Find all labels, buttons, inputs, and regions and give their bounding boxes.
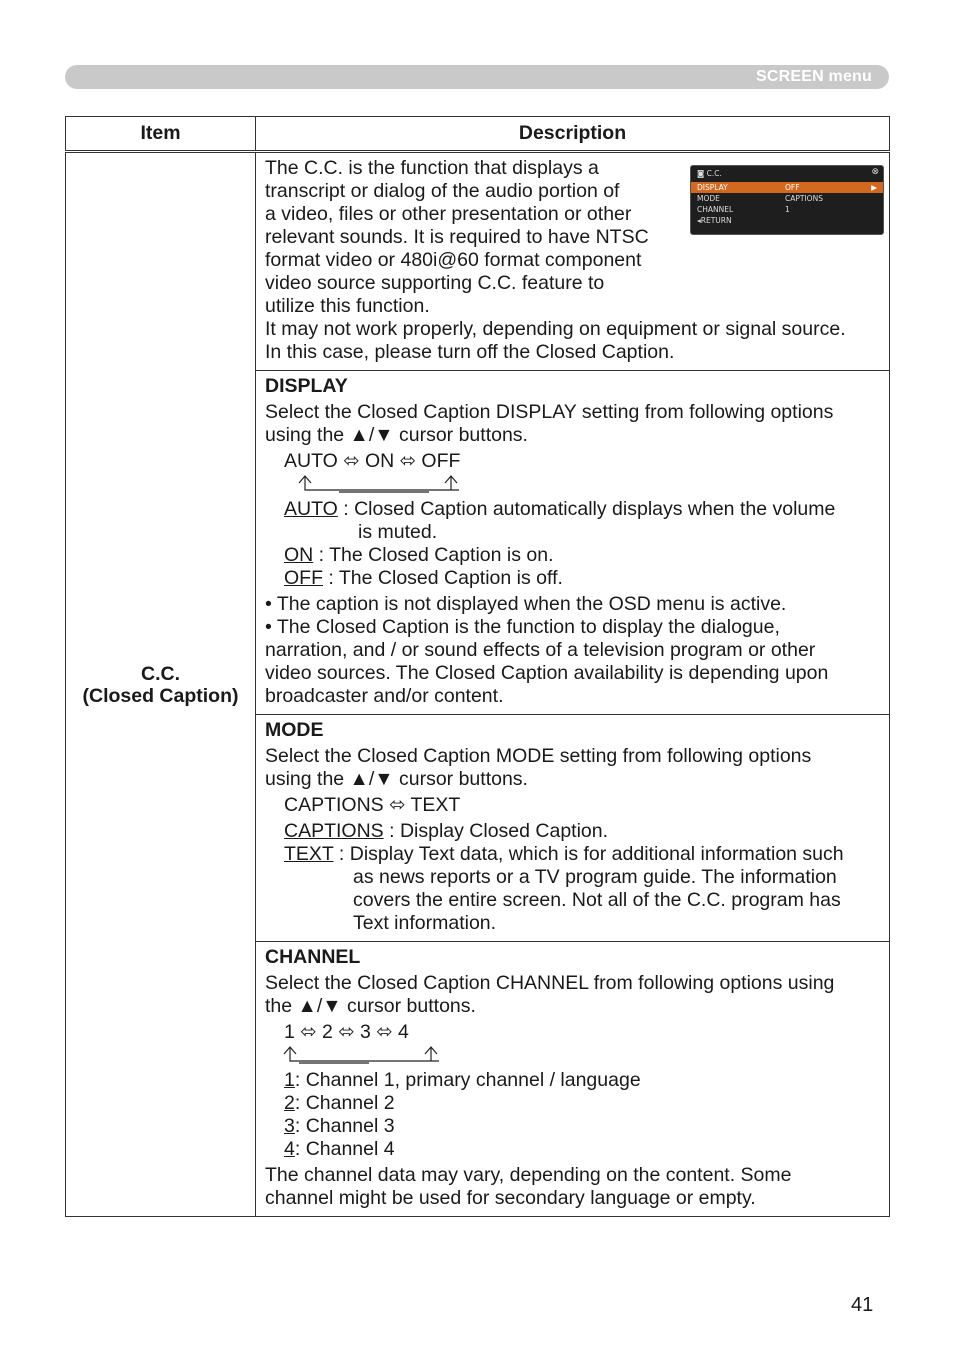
header-bar [65, 65, 889, 89]
option-term: AUTO [284, 498, 338, 520]
option-text-cont: as news reports or a TV program guide. The information [353, 866, 837, 888]
intro-line: format video or 480i@60 format component [265, 249, 642, 271]
option-text: TEXT : Display Text data, which is for additional information such [284, 843, 844, 865]
channel-footer: The channel data may vary, depending on the content. Some [265, 1164, 792, 1186]
channel-option: 1: Channel 1, primary channel / language [284, 1069, 641, 1091]
osd-close-icon: ⊗ [871, 167, 879, 177]
osd-row-mode: MODE CAPTIONS [697, 194, 823, 203]
table-header-row [66, 117, 890, 152]
mode-cell [256, 715, 890, 942]
section-label: SCREEN menu [756, 68, 872, 85]
intro-line: video source supporting C.C. feature to [265, 272, 605, 294]
description-table [65, 116, 890, 1217]
intro-line: The C.C. is the function that displays a [265, 157, 599, 179]
option-term: CAPTIONS [284, 820, 384, 842]
option-term: 2 [284, 1092, 295, 1114]
osd-menu-image [690, 165, 884, 235]
option-term: 3 [284, 1115, 295, 1137]
osd-title: ◙ C.C. [697, 169, 722, 178]
display-note: narration, and / or sound effects of a television program or other [265, 639, 816, 661]
display-title: DISPLAY [265, 375, 348, 397]
option-term: ON [284, 544, 314, 566]
cycle-loop-arrow-icon [279, 1044, 449, 1066]
option-term: 4 [284, 1138, 295, 1160]
osd-return-icon: ◂ [697, 216, 701, 225]
channel-option: 3: Channel 3 [284, 1115, 395, 1137]
option-text-cont: covers the entire screen. Not all of the C.C. program has [353, 889, 841, 911]
table-row [66, 152, 890, 371]
osd-row-channel: CHANNEL 1 [697, 205, 790, 214]
item-name: C.C. [141, 662, 180, 685]
display-note: • The caption is not displayed when the OSD menu is active. [265, 593, 787, 615]
channel-option: 2: Channel 2 [284, 1092, 395, 1114]
display-note: broadcaster and/or content. [265, 685, 504, 707]
item-subname: (Closed Caption) [82, 684, 239, 707]
option-term: 1 [284, 1069, 295, 1091]
intro-line: transcript or dialog of the audio portion of [265, 180, 620, 202]
channel-cycle: 1 ⬄ 2 ⬄ 3 ⬄ 4 [284, 1021, 409, 1043]
option-term: OFF [284, 567, 323, 589]
option-text-cont: Text information. [353, 912, 497, 934]
column-header-description: Description [256, 117, 890, 152]
option-off: OFF : The Closed Caption is off. [284, 567, 563, 589]
display-note: video sources. The Closed Caption availability is depending upon [265, 662, 829, 684]
osd-return: ◂ RETURN [697, 216, 732, 225]
display-cycle: AUTO ⬄ ON ⬄ OFF [284, 450, 461, 472]
intro-line: a video, files or other presentation or other [265, 203, 632, 225]
display-line: Select the Closed Caption DISPLAY setting from following options [265, 401, 834, 423]
osd-title-icon: ◙ [697, 169, 705, 178]
option-auto: AUTO : Closed Caption automatically displays when the volume [284, 498, 836, 520]
intro-line: In this case, please turn off the Closed Caption. [265, 341, 675, 363]
mode-line: Select the Closed Caption MODE setting from following options [265, 745, 812, 767]
mode-line: using the ▲/▼ cursor buttons. [265, 768, 528, 790]
channel-line: Select the Closed Caption CHANNEL from following options using [265, 972, 835, 994]
channel-cell [256, 942, 890, 1217]
option-auto-cont: is muted. [358, 521, 438, 543]
option-on: ON : The Closed Caption is on. [284, 544, 554, 566]
osd-arrow-icon: ▶ [871, 183, 877, 192]
display-note: • The Closed Caption is the function to display the dialogue, [265, 616, 780, 638]
option-captions: CAPTIONS : Display Closed Caption. [284, 820, 609, 842]
intro-line: It may not work properly, depending on equipment or signal source. [265, 318, 846, 340]
mode-title: MODE [265, 719, 324, 741]
channel-footer: channel might be used for secondary language or empty. [265, 1187, 756, 1209]
page-number: 41 [851, 1294, 874, 1316]
mode-cycle: CAPTIONS ⬄ TEXT [284, 794, 461, 816]
option-term: TEXT [284, 843, 334, 865]
channel-option: 4: Channel 4 [284, 1138, 395, 1160]
column-header-item: Item [66, 117, 256, 152]
display-line: using the ▲/▼ cursor buttons. [265, 424, 528, 446]
item-cell [66, 152, 256, 1217]
intro-cell [256, 152, 890, 371]
intro-line: utilize this function. [265, 295, 430, 317]
channel-title: CHANNEL [265, 946, 361, 968]
channel-line: the ▲/▼ cursor buttons. [265, 995, 476, 1017]
osd-row-display: DISPLAY OFF ▶ [691, 182, 883, 193]
display-cell [256, 371, 890, 715]
intro-line: relevant sounds. It is required to have NTSC [265, 226, 649, 248]
cycle-loop-arrow-icon [279, 473, 459, 495]
